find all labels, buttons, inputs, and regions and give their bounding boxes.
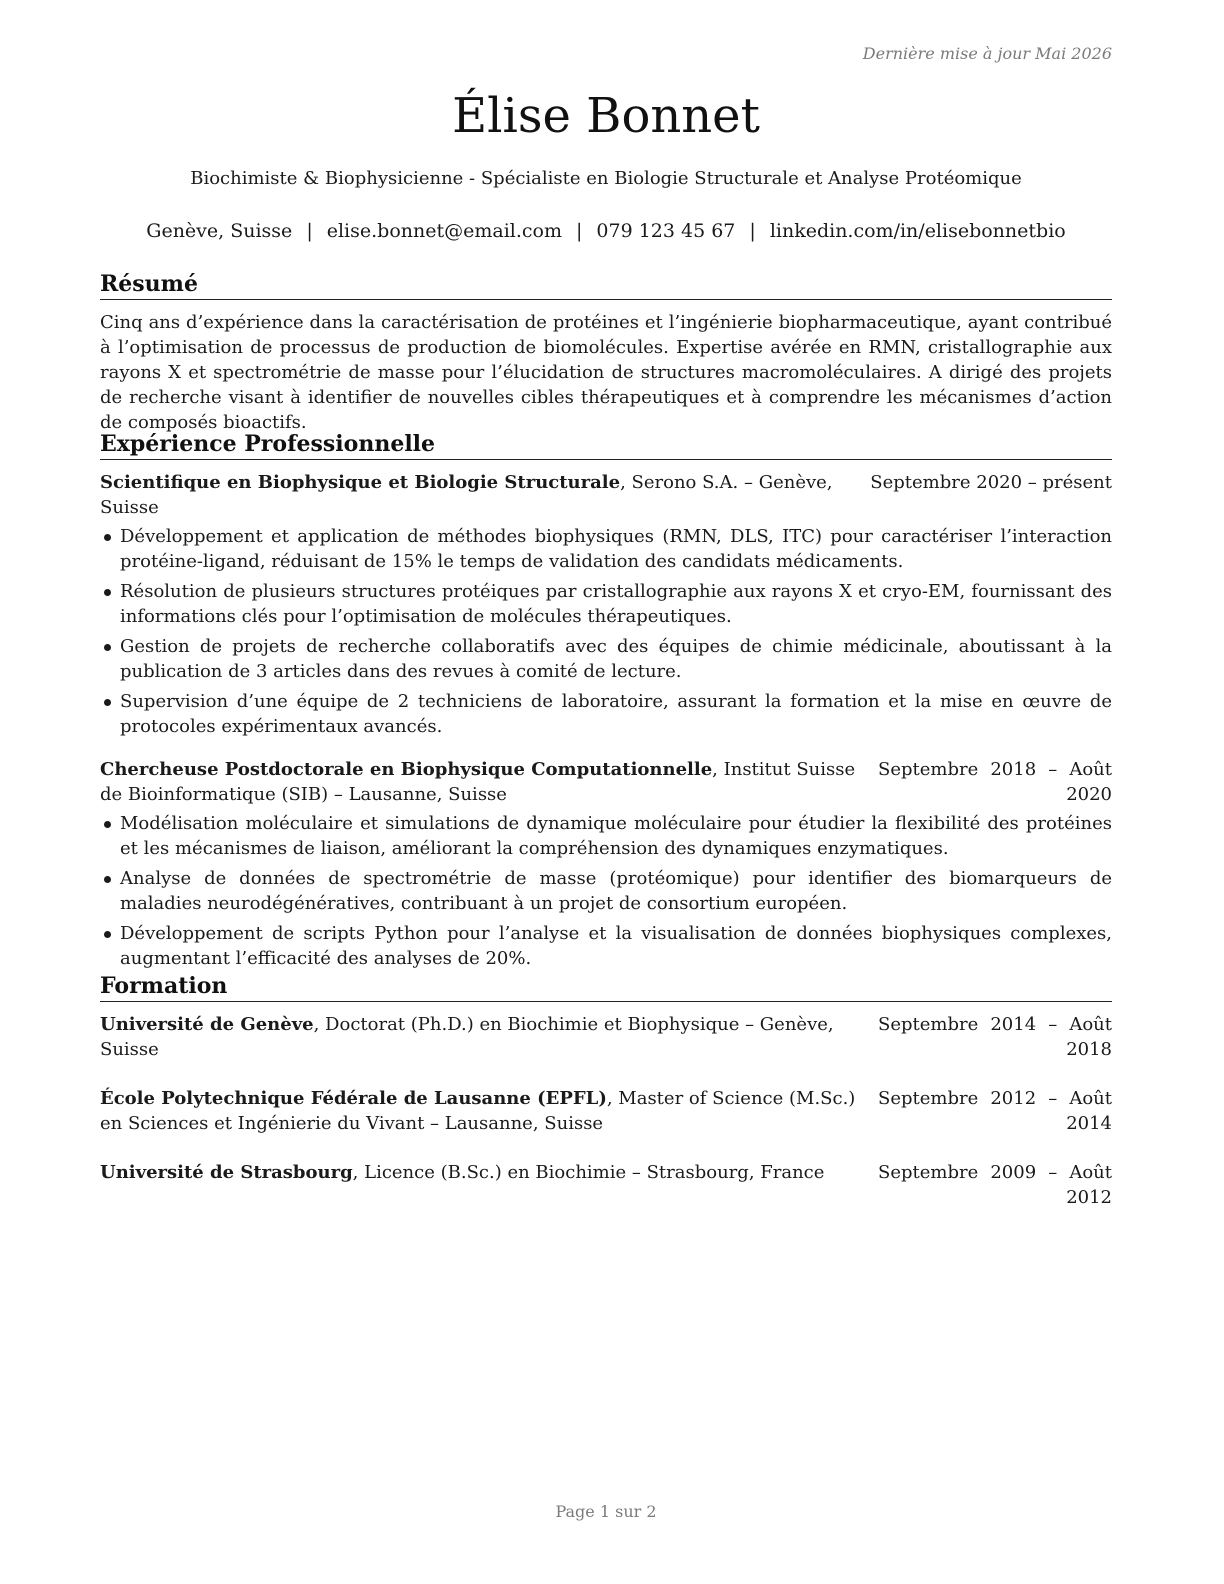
job-bullet: Analyse de données de spectrométrie de masse (protéomique) pour identifier des biomarqueurs de maladies neurodégénératives, contribuant à un projet de consortium européen. [100, 866, 1112, 916]
degree-details: , Master of Science (M.Sc.) en Sciences et Ingénierie du Vivant – Lausanne, Suisse [100, 1088, 856, 1134]
section-title-summary: Résumé [100, 270, 1112, 300]
contact-separator: | [306, 220, 313, 242]
job-bullet: Gestion de projets de recherche collaboratifs avec des équipes de chimie médicinale, aboutissant à la publication de 3 articles dans des revues à comité de lecture. [100, 634, 1112, 684]
section-title-education: Formation [100, 972, 1112, 1002]
school-name: Université de Genève [100, 1014, 314, 1035]
contact-linkedin[interactable]: linkedin.com/in/elisebonnetbio [769, 220, 1066, 242]
candidate-title: Biochimiste & Biophysicienne - Spécialiste en Biologie Structurale et Analyse Protéomique [190, 168, 1022, 189]
experience-entry-header [100, 757, 1112, 807]
job-dates: Septembre 2018 – Août 2020 [878, 759, 1112, 805]
education-dates: Septembre 2014 – Août 2018 [878, 1014, 1112, 1060]
job-bullet: Développement de scripts Python pour l’analyse et la visualisation de données biophysiques complexes, augmentant l’efficacité des analyses de 20%. [100, 921, 1112, 971]
experience-section [100, 430, 1112, 989]
summary-section [100, 270, 1112, 435]
job-bullet: Résolution de plusieurs structures protéiques par cristallographie aux rayons X et cryo-EM, fournissant des informations clés pour l’optimisation de molécules thérapeutiques. [100, 579, 1112, 629]
education-entry [100, 1012, 1112, 1062]
degree-details: , Doctorat (Ph.D.) en Biochimie et Biophysique – Genève, Suisse [100, 1014, 834, 1060]
contact-separator: | [749, 220, 756, 242]
job-role: Chercheuse Postdoctorale en Biophysique Computationnelle [100, 759, 713, 780]
job-role: Scientifique en Biophysique et Biologie Structurale [100, 472, 621, 493]
education-entry [100, 1086, 1112, 1136]
contact-location: Genève, Suisse [146, 220, 293, 242]
contact-email[interactable]: elise.bonnet@email.com [326, 220, 562, 242]
section-title-experience: Expérience Professionnelle [100, 430, 1112, 460]
job-bullet: Modélisation moléculaire et simulations de dynamique moléculaire pour étudier la flexibilité des protéines et les mécanismes de liaison, améliorant la compréhension des dynamiques enzymatiques. [100, 811, 1112, 861]
experience-entry-header [100, 470, 1112, 520]
summary-text: Cinq ans d’expérience dans la caractérisation de protéines et l’ingénierie biopharmaceutique, ayant contribué à l’optimisation de processus de production de biomolécules. Expertise avérée en RMN, cristallographie aux rayons X et spectrométrie de masse pour l’élucidation de structures macromoléculaires. A dirigé des projets de recherche visant à identifier de nouvelles cibles thérapeutiques et à comprendre les mécanismes d’action de composés bioactifs. [100, 312, 1112, 433]
contact-phone: 079 123 45 67 [596, 220, 736, 242]
school-name: Université de Strasbourg [100, 1162, 353, 1183]
job-bullet: Supervision d’une équipe de 2 techniciens de laboratoire, assurant la formation et la mise en œuvre de protocoles expérimentaux avancés. [100, 689, 1112, 739]
contact-separator: | [575, 220, 583, 242]
job-bullets [100, 811, 1112, 971]
candidate-name: Élise Bonnet [452, 88, 760, 144]
experience-entry [100, 470, 1112, 739]
degree-details: , Licence (B.Sc.) en Biochimie – Strasbourg, France [352, 1162, 825, 1183]
page-number: Page 1 sur 2 [555, 1502, 657, 1521]
education-section [100, 972, 1112, 1234]
job-employer: , Serono S.A. – Genève, Suisse [100, 472, 833, 518]
job-bullets [100, 524, 1112, 739]
resume-page [100, 0, 1112, 1584]
education-entry [100, 1160, 1112, 1210]
contact-line [100, 218, 1112, 244]
education-dates: Septembre 2012 – Août 2014 [878, 1088, 1112, 1134]
school-name: École Polytechnique Fédérale de Lausanne (EPFL) [100, 1088, 607, 1109]
job-employer: , Institut Suisse de Bioinformatique (SIB) – Lausanne, Suisse [100, 759, 856, 805]
experience-entry [100, 757, 1112, 971]
job-dates: Septembre 2020 – présent [870, 472, 1112, 493]
last-update-date: Dernière mise à jour Mai 2026 [862, 44, 1112, 63]
job-bullet: Développement et application de méthodes biophysiques (RMN, DLS, ITC) pour caractériser l’interaction protéine-ligand, réduisant de 15% le temps de validation des candidats médicaments. [100, 524, 1112, 574]
education-dates: Septembre 2009 – Août 2012 [878, 1162, 1112, 1208]
